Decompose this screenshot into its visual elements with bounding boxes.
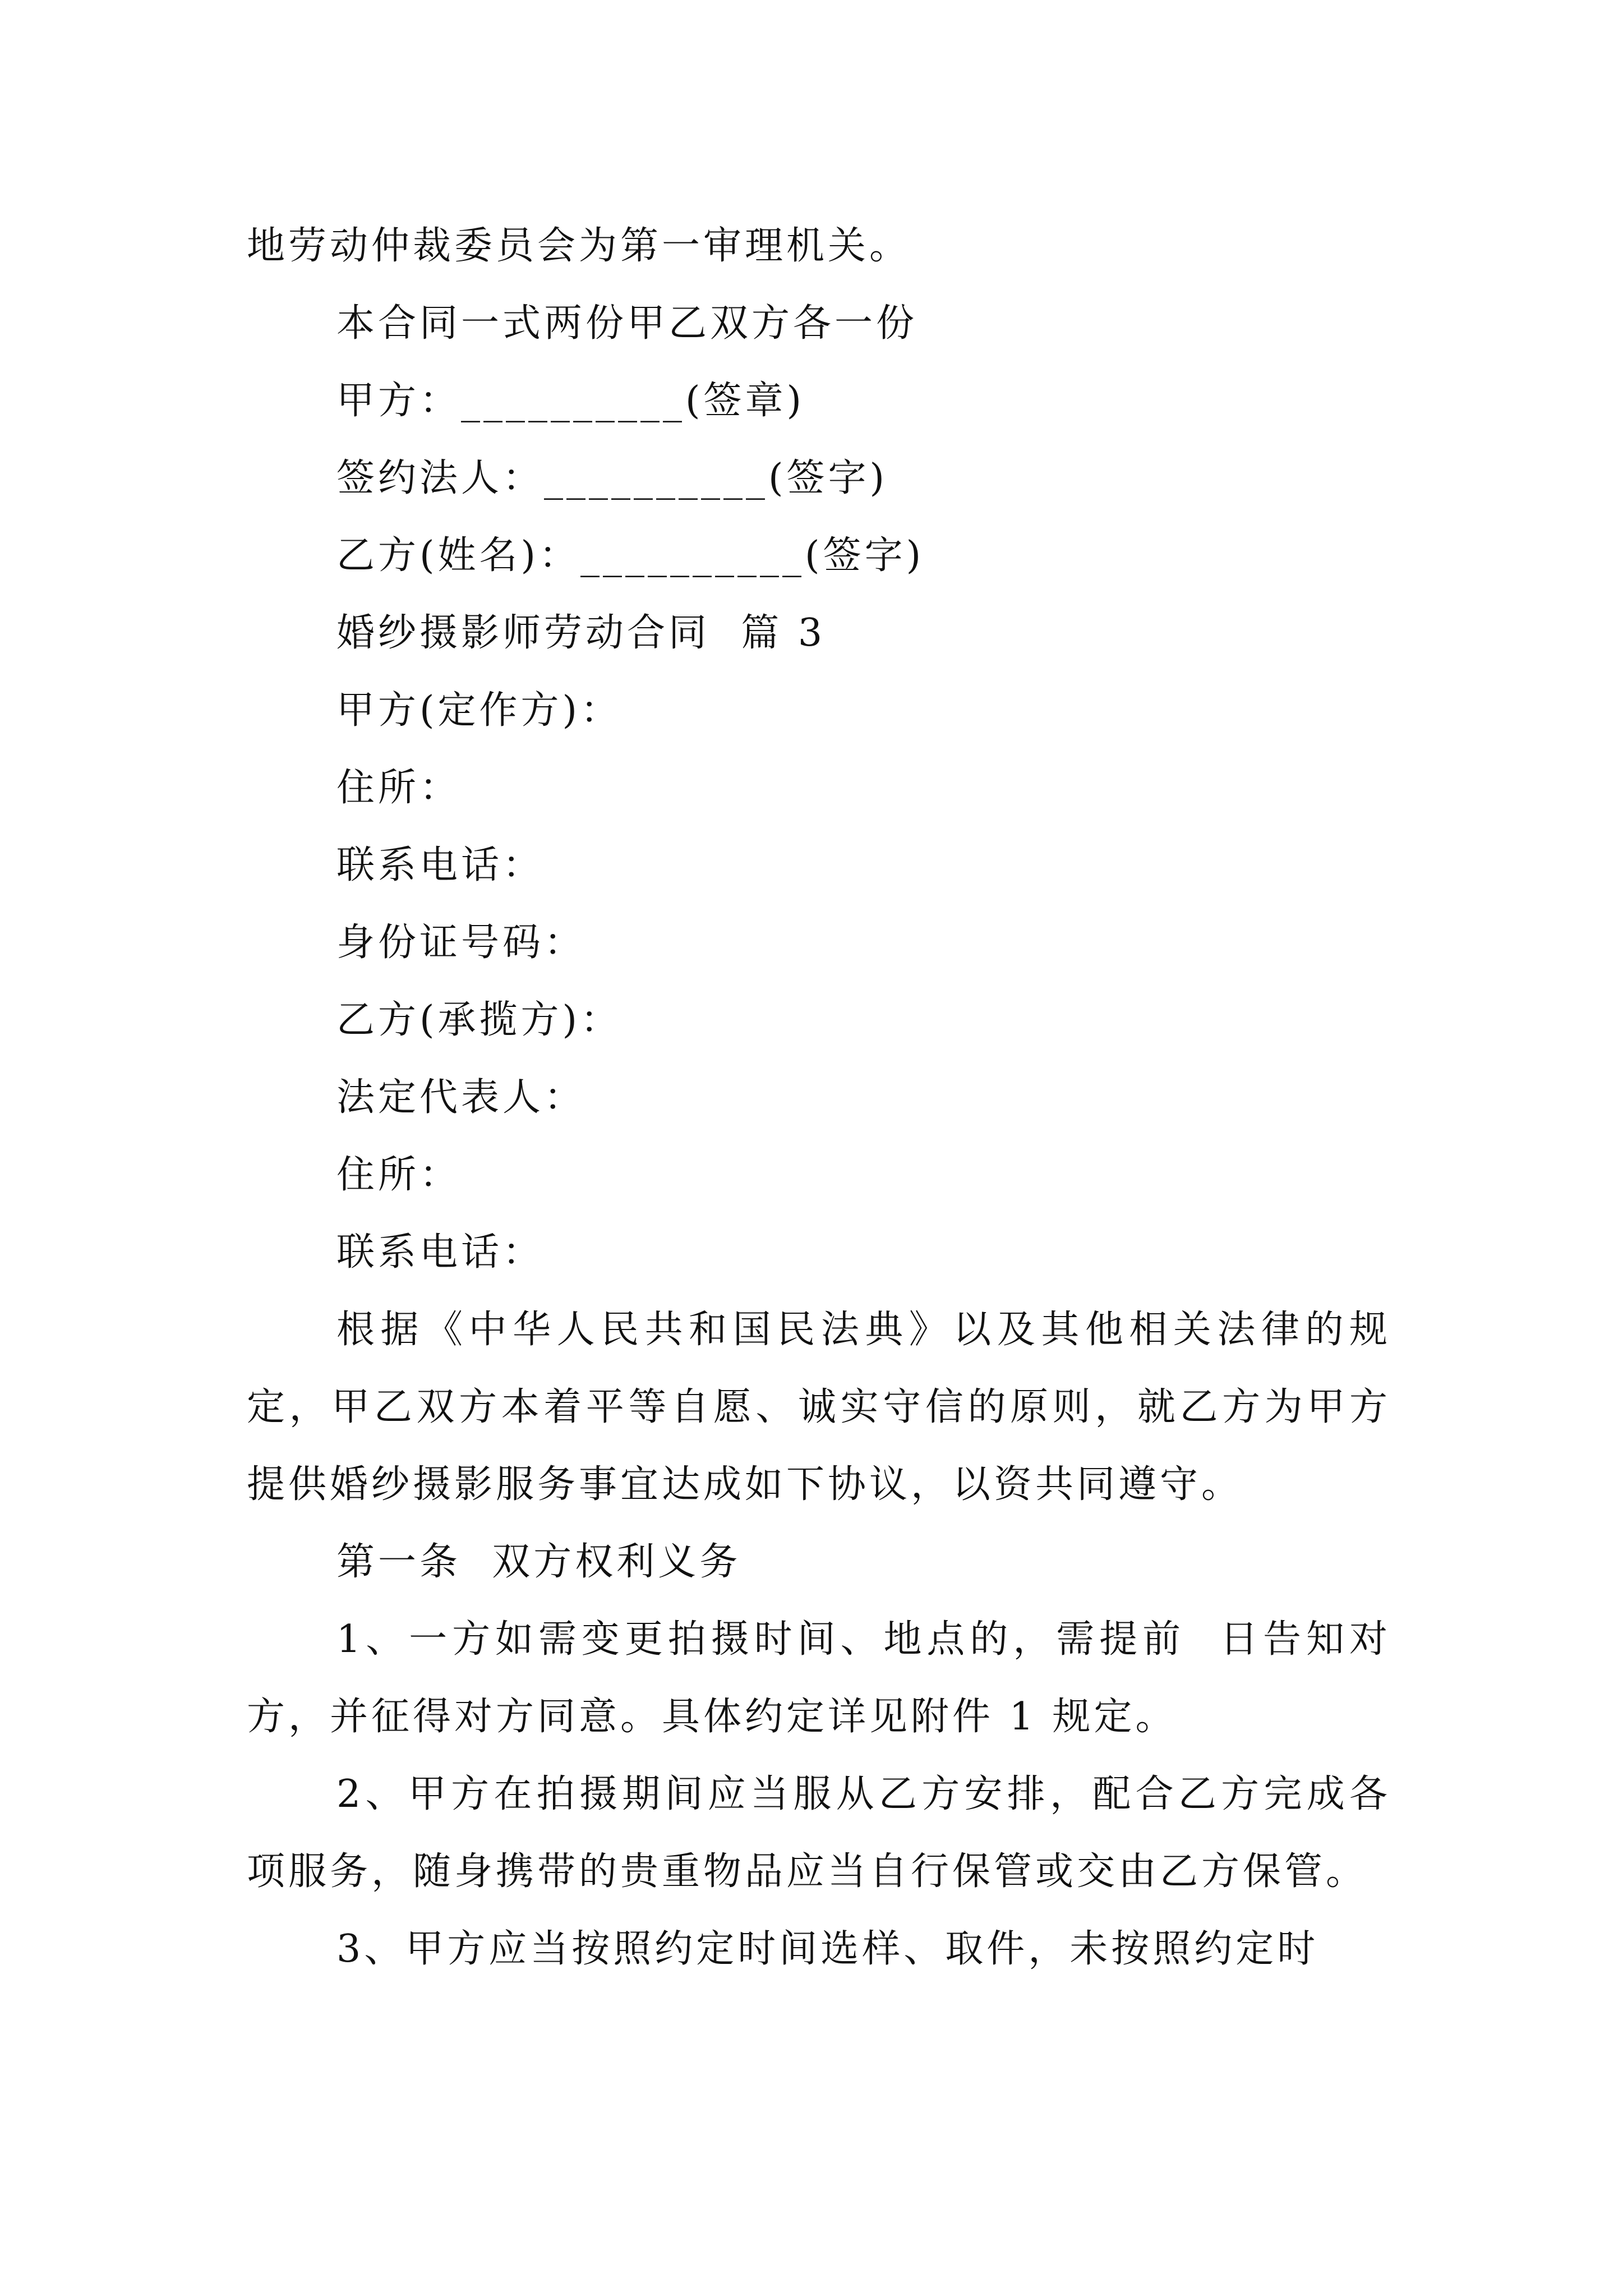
document-body	[247, 208, 1391, 1988]
section-heading: 婚纱摄影师劳动合同 篇 3	[336, 611, 826, 655]
party-b-signature-line: 乙方(姓名)：__________(签字)	[336, 533, 925, 578]
legal-rep-signature-line: 签约法人：__________(签字)	[336, 456, 888, 500]
party-a-signature-line: 甲方：__________(签章)	[336, 379, 805, 423]
article-1-item-3: 3、甲方应当按照约定时间选样、取件，未按照约定时	[336, 1927, 1319, 1971]
basis-paragraph: 根据《中华人民共和国民法典》以及其他相关法律的规定，甲乙双方本着平等自愿、诚实守信的原则，就乙方为甲方提供婚纱摄影服务事宜达成如下协议，以资共同遵守。	[247, 1308, 1391, 1507]
party-b-label: 乙方(承揽方)：	[336, 998, 623, 1042]
continued-line-arbitration: 地劳动仲裁委员会为第一审理机关。	[247, 224, 911, 268]
article-1-item-2: 2、甲方在拍摄期间应当服从乙方安排，配合乙方完成各项服务，随身携带的贵重物品应当自行保管或交由乙方保管。	[247, 1772, 1391, 1894]
party-a-address-label: 住所：	[336, 766, 462, 810]
contract-copies-line: 本合同一式两份甲乙双方各一份	[336, 301, 918, 346]
party-b-legal-rep-label: 法定代表人：	[336, 1075, 586, 1120]
party-a-id-label: 身份证号码：	[336, 921, 586, 965]
party-a-label: 甲方(定作方)：	[336, 688, 623, 733]
article-1-title: 第一条 双方权利义务	[336, 1540, 741, 1584]
party-a-phone-label: 联系电话：	[336, 843, 545, 887]
party-b-phone-label: 联系电话：	[336, 1230, 545, 1274]
article-1-item-1: 1、一方如需变更拍摄时间、地点的，需提前 日告知对方，并征得对方同意。具体约定详见附件 1 规定。	[247, 1617, 1391, 1739]
party-b-address-label: 住所：	[336, 1153, 462, 1197]
